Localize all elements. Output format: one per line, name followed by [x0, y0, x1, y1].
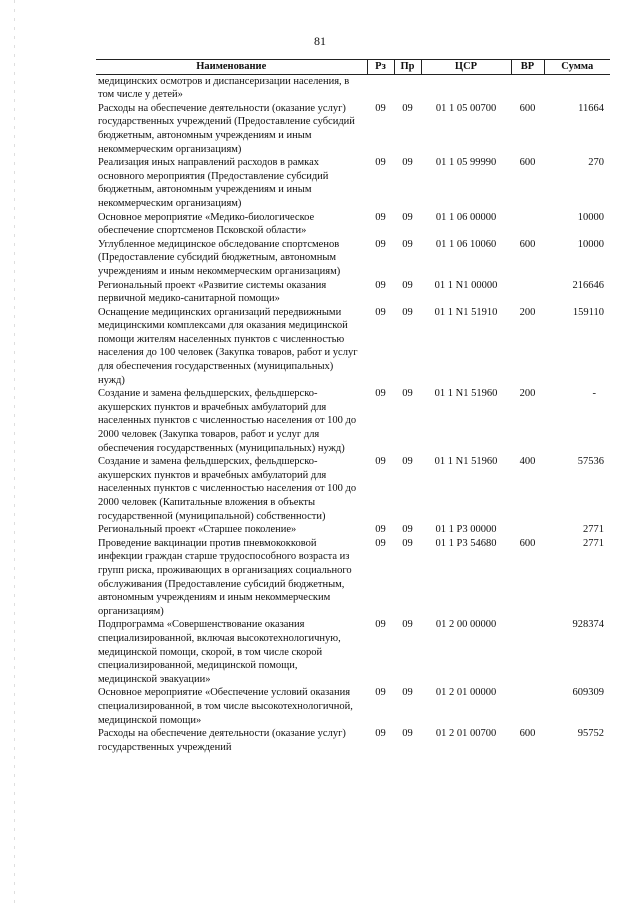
row-sum: [544, 74, 610, 102]
page-number: 81: [314, 34, 326, 48]
row-sum: 216646: [572, 279, 604, 291]
row-csr: 01 1 N1 00000: [434, 279, 498, 291]
row-vr: [511, 618, 544, 686]
row-pr: 09: [402, 687, 413, 699]
row-name: медицинских осмотров и диспансеризации населения, в том числе у детей»: [98, 75, 350, 101]
table-header-row: [96, 60, 610, 75]
row-rz: 09: [375, 238, 386, 250]
row-rz: 09: [375, 388, 386, 400]
header-sum: Сумма: [544, 60, 610, 75]
row-vr: [511, 523, 544, 537]
row-vr: 600: [519, 728, 536, 740]
row-sum: 95752: [577, 728, 604, 740]
row-csr: 01 1 P3 54680: [435, 537, 497, 549]
header-csr: ЦСР: [421, 60, 511, 75]
row-rz: 09: [375, 456, 386, 468]
row-rz: 09: [375, 102, 386, 114]
row-rz: [367, 74, 394, 102]
row-csr: 01 1 06 00000: [435, 211, 497, 223]
row-name: Основное мероприятие «Медико-биологическое обеспечение спортсменов Псковской области»: [98, 211, 315, 237]
row-csr: 01 1 N1 51960: [434, 388, 498, 400]
header-pr: Пр: [394, 60, 421, 75]
row-vr: [511, 74, 544, 102]
row-pr: 09: [402, 537, 413, 549]
table-row: [96, 102, 610, 156]
row-sum: 2771: [583, 524, 604, 536]
row-vr: [511, 686, 544, 727]
row-pr: 09: [402, 728, 413, 740]
scan-edge-artifact: [14, 0, 15, 905]
table-row: [96, 74, 610, 102]
row-name: Реализация иных направлений расходов в рамках основного мероприятия (Предоставление субсидий бюджетным, автономным учреждениям и иным некоммерческим организациям): [98, 157, 329, 209]
row-pr: 09: [402, 238, 413, 250]
table-row: [96, 211, 610, 238]
row-rz: 09: [375, 728, 386, 740]
row-sum: 928374: [572, 619, 604, 631]
row-vr: 600: [519, 238, 536, 250]
row-pr: 09: [402, 279, 413, 291]
row-sum: 609309: [572, 687, 604, 699]
table-row: [96, 686, 610, 727]
row-sum: 270: [588, 157, 604, 169]
row-pr: 09: [402, 456, 413, 468]
budget-table: [96, 59, 610, 754]
row-csr: 01 2 01 00000: [435, 687, 497, 699]
row-vr: 200: [519, 306, 536, 318]
row-rz: 09: [375, 157, 386, 169]
row-vr: 600: [519, 537, 536, 549]
table-row: [96, 156, 610, 210]
row-csr: 01 1 06 10060: [435, 238, 497, 250]
row-sum: 57536: [577, 456, 604, 468]
row-name: Основное мероприятие «Обеспечение условий оказания специализированной, в том числе высокотехнологичной, медицинской помощи»: [98, 687, 353, 726]
row-name: Расходы на обеспечение деятельности (оказание услуг) государственных учреждений (Предоставление субсидий бюджетным, автономным учреждениям и иным некоммерческим организациям): [98, 102, 355, 155]
row-pr: 09: [402, 102, 413, 114]
row-csr: [421, 74, 511, 102]
table-row: [96, 306, 610, 388]
row-rz: 09: [375, 687, 386, 699]
row-sum: 10000: [577, 211, 604, 223]
row-name: Расходы на обеспечение деятельности (оказание услуг) государственных учреждений: [98, 728, 346, 753]
row-vr: 200: [519, 388, 536, 400]
row-rz: 09: [375, 306, 386, 318]
row-csr: 01 2 00 00000: [435, 619, 497, 631]
row-rz: 09: [375, 537, 386, 549]
row-csr: 01 1 P3 00000: [435, 524, 497, 536]
row-vr: 600: [519, 157, 536, 169]
table-row: [96, 537, 610, 619]
table-row: [96, 279, 610, 306]
header-vr: ВР: [511, 60, 544, 75]
row-name: Региональный проект «Развитие системы оказания первичной медико-санитарной помощи»: [98, 279, 327, 305]
row-sum: 10000: [577, 238, 604, 250]
row-pr: 09: [402, 211, 413, 223]
row-name: Проведение вакцинации против пневмококковой инфекции граждан старше трудоспособного возраста из групп риска, проживающих в организациях социального обслуживания (Предоставление субсидий бюджетным, автономным учреждениям и иным некоммерческим организациям): [98, 537, 352, 617]
row-rz: 09: [375, 524, 386, 536]
row-vr: 400: [519, 456, 536, 468]
row-pr: 09: [402, 157, 413, 169]
row-sum: 2771: [583, 537, 604, 549]
row-pr: 09: [402, 388, 413, 400]
row-csr: 01 1 05 00700: [435, 102, 497, 114]
row-sum: 11664: [578, 102, 604, 114]
row-name: Создание и замена фельдшерских, фельдшерско-акушерских пунктов и врачебных амбулаторий для населенных пунктов с численностью населения от 100 до 2000 человек (Капитальные вложения в объекты государственной (муниципальной) собственности): [98, 456, 357, 522]
row-sum: -: [592, 388, 596, 400]
table-row: [96, 618, 610, 686]
row-name: Оснащение медицинских организаций передвижными медицинскими комплексами для оказания медицинской помощи жителям населенных пунктов с численностью населения до 100 человек (Закупка товаров, работ и услуг для обеспечения государственных (муниципальных) нужд): [98, 306, 358, 386]
row-sum: 159110: [572, 306, 604, 318]
row-vr: [511, 211, 544, 238]
table-row: [96, 523, 610, 537]
row-name: Создание и замена фельдшерских, фельдшерско-акушерских пунктов и врачебных амбулаторий для населенных пунктов с численностью населения от 100 до 2000 человек (Закупка товаров, работ и услуг для обеспечения государственных (муниципальных) нужд): [98, 388, 357, 454]
row-pr: 09: [402, 524, 413, 536]
row-csr: 01 1 05 99990: [435, 157, 497, 169]
row-name: Углубленное медицинское обследование спортсменов (Предоставление субсидий бюджетным, автономным учреждениям и иным некоммерческим организациям): [98, 238, 341, 277]
row-pr: [394, 74, 421, 102]
table-row: [96, 238, 610, 279]
row-rz: 09: [375, 619, 386, 631]
table-row: [96, 455, 610, 523]
row-pr: 09: [402, 619, 413, 631]
row-rz: 09: [375, 211, 386, 223]
row-csr: 01 2 01 00700: [435, 728, 497, 740]
row-name: Подпрограмма «Совершенствование оказания специализированной, включая высокотехнологичную, медицинской помощи, скорой, в том числе скорой специализированной, медицинской помощи, медицинской эвакуации»: [98, 619, 341, 685]
table-row: [96, 387, 610, 455]
row-name: Региональный проект «Старшее поколение»: [98, 524, 297, 536]
row-csr: 01 1 N1 51960: [434, 456, 498, 468]
row-pr: 09: [402, 306, 413, 318]
header-name: Наименование: [96, 60, 367, 75]
row-rz: 09: [375, 279, 386, 291]
table-row: [96, 727, 610, 754]
header-rz: Рз: [367, 60, 394, 75]
row-vr: [511, 279, 544, 306]
row-csr: 01 1 N1 51910: [434, 306, 498, 318]
row-vr: 600: [519, 102, 536, 114]
